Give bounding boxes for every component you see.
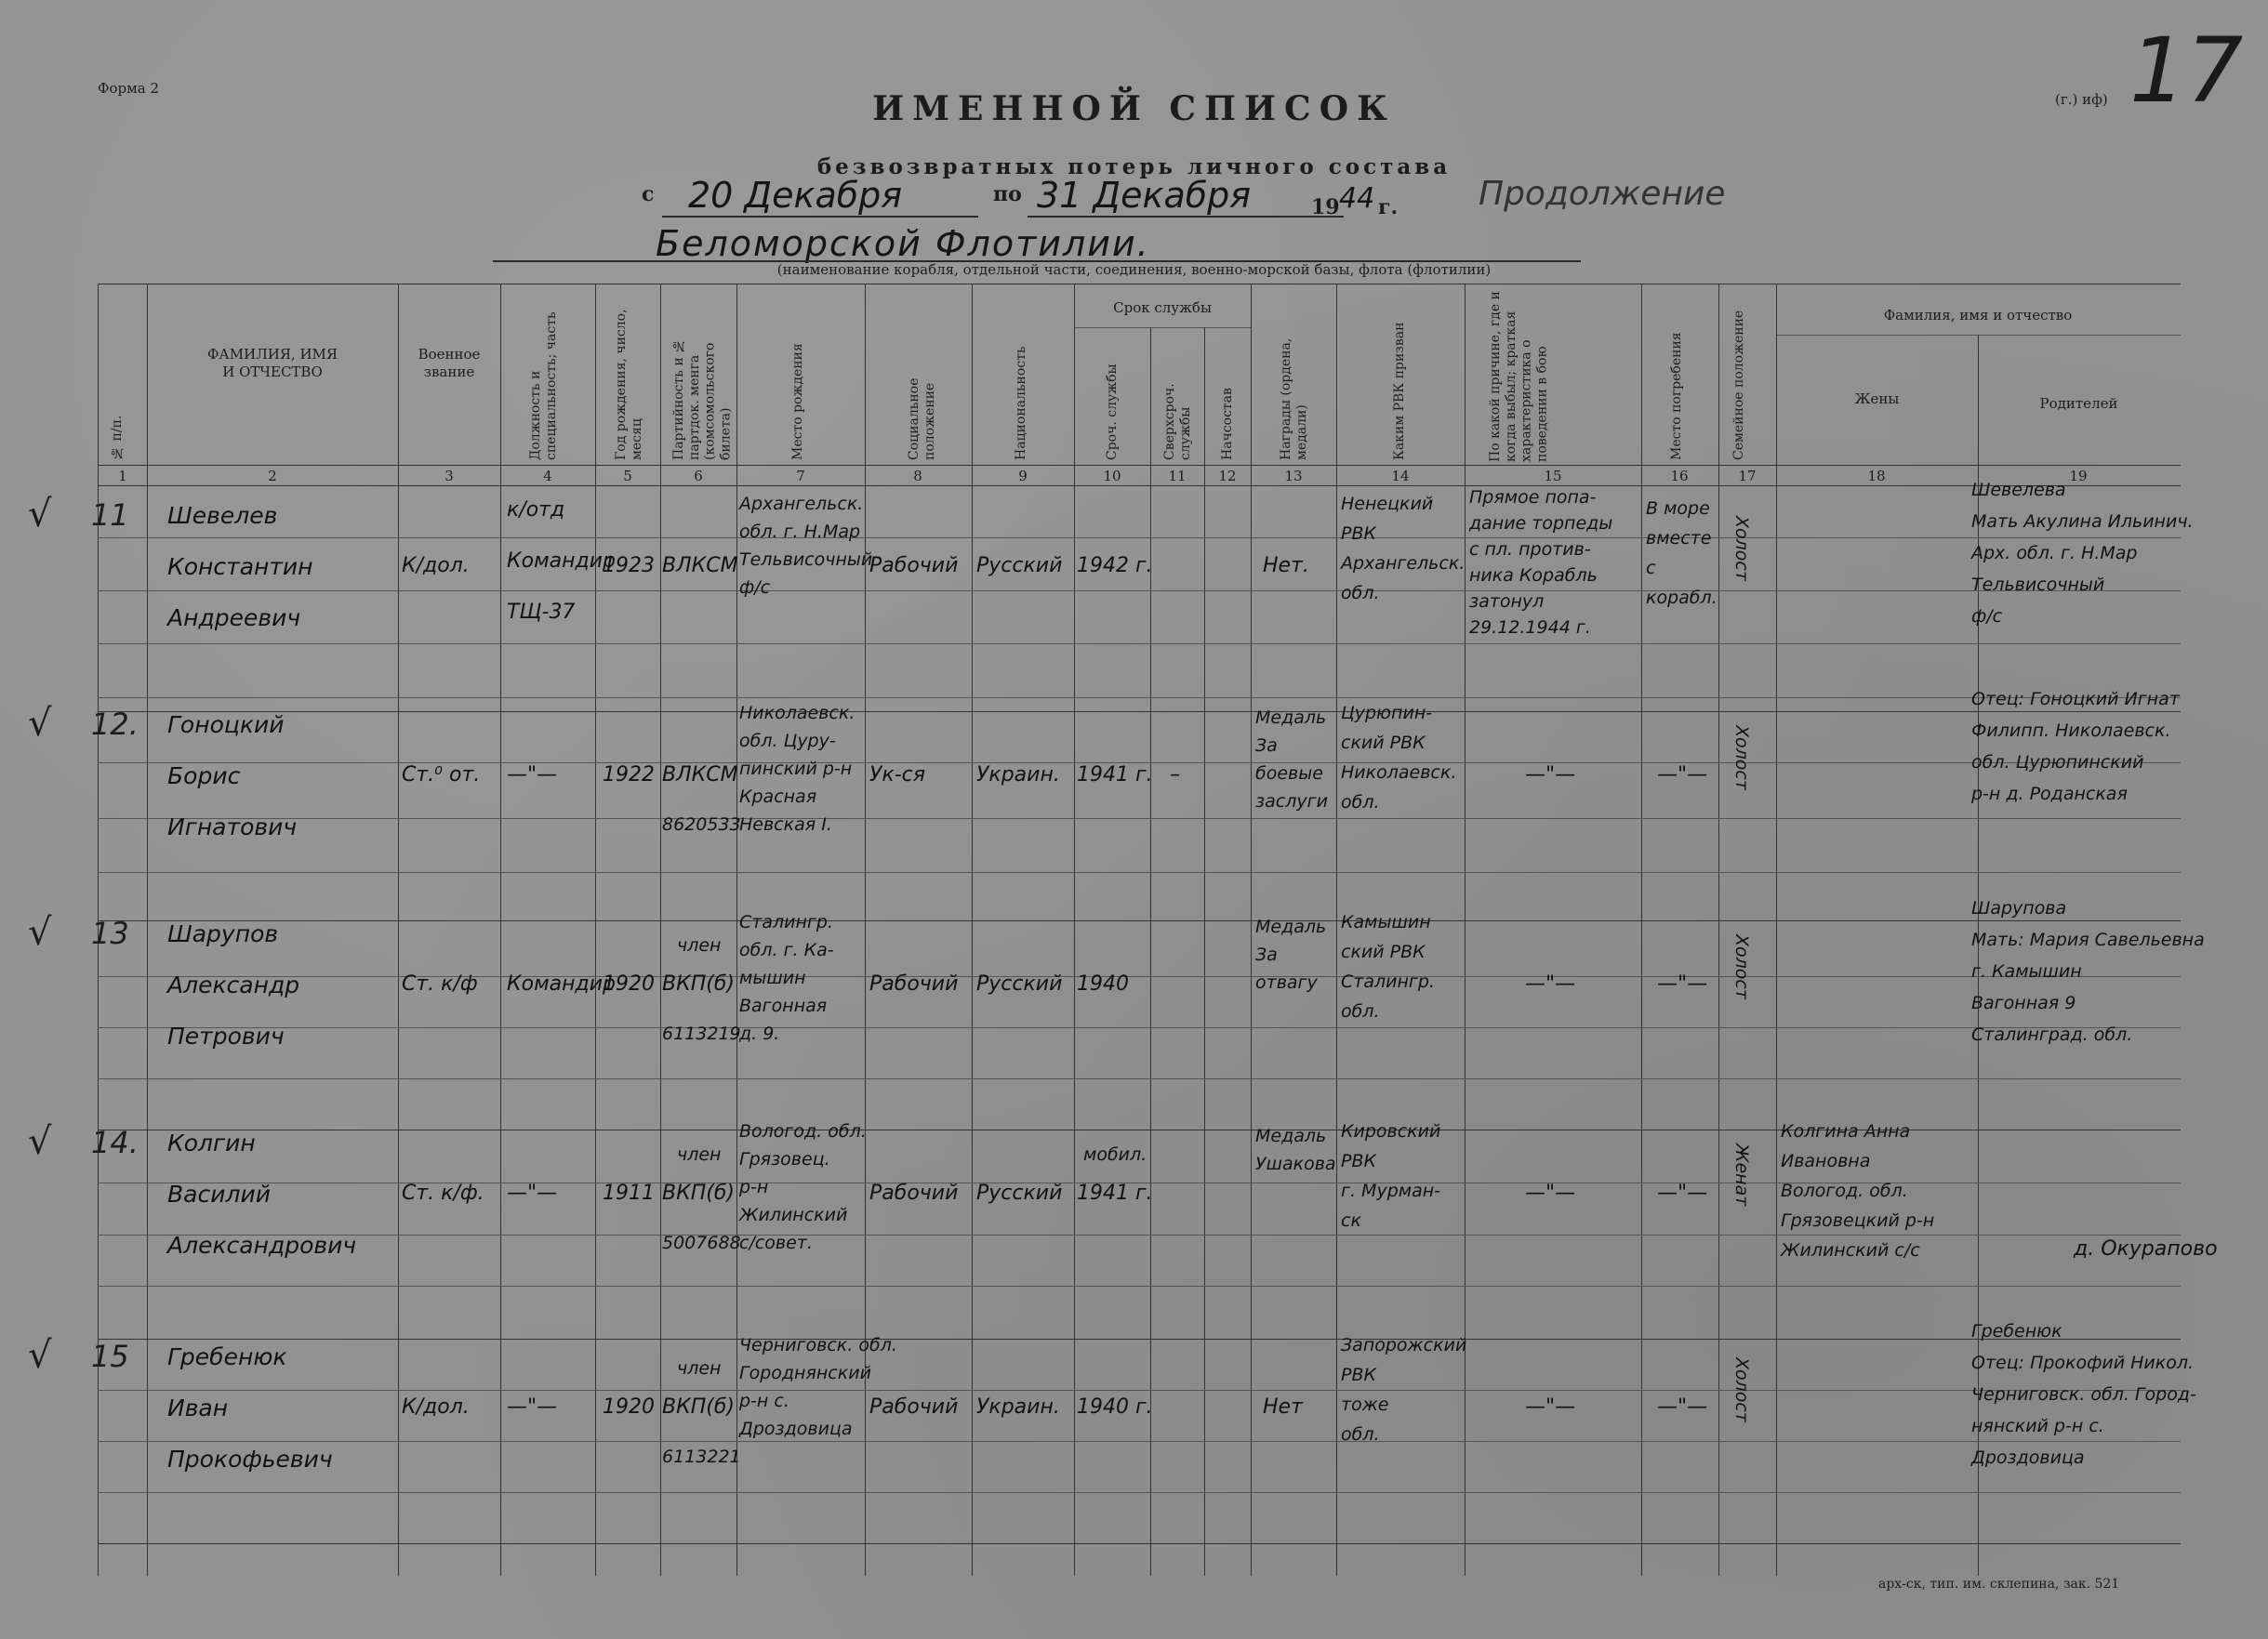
birth-year: 1920 (603, 972, 655, 996)
draft-office-line: ский РВК (1341, 733, 1426, 753)
birthplace-line: Тельвисочный (739, 549, 873, 570)
loss-reason-line: затонул (1469, 591, 1545, 612)
row-number: 11 (91, 497, 129, 533)
awards-line: За (1255, 735, 1278, 756)
row-check-mark: √ (28, 1334, 52, 1377)
military-rank: Ст.⁰ от. (402, 763, 481, 786)
birthplace-line: Архангельск. (739, 494, 864, 514)
row-check-mark: √ (28, 911, 52, 954)
draft-office-line: Запорожский (1341, 1335, 1467, 1355)
col-num-6: 6 (694, 468, 703, 484)
col-num-3: 3 (444, 468, 454, 484)
col-header-17: Семейное положение (1731, 310, 1746, 460)
person-name-line: Игнатович (167, 813, 298, 840)
awards-line: боевые (1255, 763, 1323, 784)
person-name-line: Прокофьевич (167, 1446, 333, 1473)
col-num-16: 16 (1670, 468, 1689, 484)
draft-office-line: Цурюпин- (1341, 703, 1433, 723)
party-membership: член (677, 1144, 722, 1165)
service-term: 1941 г. (1077, 1182, 1153, 1205)
draft-office-line: г. Мурман- (1341, 1181, 1441, 1201)
col-header-11: Сверхсроч. службы (1162, 383, 1193, 460)
burial-place-line: вместе (1646, 528, 1712, 549)
party-membership: член (677, 935, 722, 956)
col-header-7: Место рождения (790, 343, 805, 460)
col-num-5: 5 (623, 468, 632, 484)
col-num-9: 9 (1018, 468, 1028, 484)
period-from-prefix: с (642, 182, 655, 206)
family-status: Холост (1731, 934, 1752, 999)
col-header-15: По какой причине, где и когда выбыл; краткая характеристика о поведении в бою (1488, 291, 1550, 462)
col-num-4: 4 (543, 468, 552, 484)
military-rank: Ст. к/ф (402, 972, 478, 996)
draft-office-line: РВК (1341, 1365, 1376, 1385)
parents-info-line: Шарупова (1971, 898, 2067, 919)
social-status: Ук-ся (869, 763, 925, 786)
military-rank: Ст. к/ф. (402, 1182, 484, 1205)
extended-service: – (1170, 763, 1180, 786)
service-term: 1940 г. (1077, 1395, 1153, 1419)
unit-caption: (наименование корабля, отдельной части, соединения, военно-морской базы, флота (флотилии) (776, 261, 1492, 278)
draft-office-line: ский РВК (1341, 942, 1426, 962)
draft-office-line: РВК (1341, 523, 1376, 544)
col-header-8: Социальное положение (907, 377, 937, 460)
parents-info-line: Филипп. Николаевск. (1971, 720, 2171, 741)
wife-info-line: Ивановна (1781, 1151, 1871, 1171)
loss-reason: —"— (1525, 972, 1576, 996)
position-line: к/отд (507, 498, 565, 522)
position-line: —"— (507, 1395, 558, 1419)
birthplace-line: Красная (739, 786, 817, 807)
wife-info-line: Жилинский с/с (1781, 1240, 1920, 1261)
col-header-14: Каким РВК призван (1392, 322, 1407, 460)
year-prefix: 19 (1311, 195, 1340, 219)
col-header-3: Военное звание (418, 346, 481, 380)
row-check-mark: √ (28, 1120, 52, 1163)
draft-office-line: обл. (1341, 792, 1380, 813)
party-membership: ВКП(б) (662, 972, 735, 996)
code-label: (г.) иф) (2055, 91, 2108, 108)
family-status: Холост (1731, 725, 1752, 790)
party-membership: член (677, 1358, 722, 1379)
col-num-15: 15 (1544, 468, 1562, 484)
birthplace-line: д. 9. (739, 1024, 780, 1044)
draft-office-line: обл. (1341, 1001, 1380, 1022)
birth-year: 1920 (603, 1395, 655, 1419)
service-term: 1942 г. (1077, 554, 1153, 577)
draft-office-line: Ненецкий (1341, 494, 1434, 514)
col-header-16: Место погребения (1669, 332, 1684, 460)
draft-office-line: Камышин (1341, 912, 1431, 932)
birthplace-line: Сталингр. (739, 912, 833, 932)
awards-line: отвагу (1255, 972, 1318, 993)
col-num-14: 14 (1391, 468, 1410, 484)
burial-place: —"— (1657, 763, 1708, 786)
burial-place: —"— (1657, 972, 1708, 996)
birth-year: 1922 (603, 763, 655, 786)
parents-info-line: Шевелева (1971, 480, 2066, 500)
col-header-1: № п/п. (110, 415, 125, 460)
position-line: —"— (507, 1182, 558, 1205)
social-status: Рабочий (869, 1395, 959, 1419)
position-line: Командир (507, 972, 617, 996)
row-number: 14. (91, 1125, 139, 1160)
awards-line: Медаль (1255, 1126, 1327, 1146)
period-mid: по (993, 182, 1022, 206)
draft-office-line: обл. (1341, 1424, 1380, 1445)
burial-place-line: корабл. (1646, 588, 1718, 608)
loss-reason-line: дание торпеды (1469, 513, 1613, 534)
row-number: 12. (91, 707, 139, 742)
awards-line: заслуги (1255, 791, 1328, 812)
col-num-2: 2 (268, 468, 277, 484)
col-num-18: 18 (1867, 468, 1886, 484)
birth-year: 1923 (603, 554, 655, 577)
birthplace-line: Николаевск. (739, 703, 855, 723)
parents-info-line: Дроздовица (1971, 1447, 2085, 1468)
person-name-line: Александрович (167, 1232, 357, 1259)
awards: Нет. (1263, 554, 1309, 577)
wife-info-line: Колгина Анна (1781, 1121, 1911, 1142)
person-name-line: Константин (167, 553, 313, 580)
burial-place-line: с (1646, 558, 1656, 578)
col-num-10: 10 (1103, 468, 1121, 484)
period-from: 20 Декабря (688, 175, 903, 216)
person-name-line: Андреевич (167, 604, 301, 631)
sheet-number: 17 (2129, 19, 2244, 123)
birthplace-line: р-н с. (739, 1391, 789, 1411)
person-name-line: Гоноцкий (167, 711, 285, 738)
person-name-line: Александр (167, 972, 300, 998)
service-term: 1941 г. (1077, 763, 1153, 786)
person-name-line: Гребенюк (167, 1343, 287, 1370)
awards-line: Медаль (1255, 917, 1327, 937)
birthplace-line: пинский р-н (739, 759, 853, 779)
parents-info-line: г. Камышин (1971, 961, 2082, 982)
year-handwritten: 44 (1339, 182, 1375, 215)
loss-reason: —"— (1525, 763, 1576, 786)
parents-info-line: Вагонная 9 (1971, 993, 2076, 1013)
birthplace-line: Грязовец. (739, 1149, 830, 1170)
continuation-note: Продолжение (1479, 175, 1726, 213)
parents-info-line: р-н д. Роданская (1971, 784, 2128, 804)
parents-info-line: нянский р-н с. (1971, 1416, 2104, 1436)
col-header-13: Награды (ордена, медали) (1279, 337, 1309, 460)
parents-info-line: Мать: Мария Савельевна (1971, 930, 2205, 950)
draft-office-line: ск (1341, 1210, 1361, 1231)
person-name-line: Иван (167, 1394, 229, 1421)
draft-office-line: Архангельск. (1341, 553, 1466, 574)
party-membership: ВЛКСМ (662, 763, 738, 786)
social-status: Рабочий (869, 554, 959, 577)
family-status: Женат (1731, 1143, 1752, 1207)
awards-line: Ушакова (1255, 1154, 1336, 1174)
row-number: 13 (91, 916, 129, 951)
col-header-10: Сроч. службы (1105, 363, 1120, 460)
form-number: Форма 2 (98, 80, 160, 97)
row-number: 15 (91, 1339, 129, 1374)
party-card-number: 5007688 (662, 1233, 741, 1253)
loss-reason-line: с пл. против- (1469, 539, 1591, 560)
birthplace-line: р-н (739, 1177, 769, 1197)
birthplace-line: Черниговск. обл. (739, 1335, 897, 1355)
parents-info-line: Сталинград. обл. (1971, 1024, 2133, 1045)
social-status: Рабочий (869, 1182, 959, 1205)
birth-year: 1911 (603, 1182, 655, 1205)
col-num-1: 1 (118, 468, 127, 484)
loss-reason-line: Прямое попа- (1469, 487, 1597, 508)
birthplace-line: с/совет. (739, 1233, 813, 1253)
awards-line: За (1255, 945, 1278, 965)
draft-office-line: Сталингр. (1341, 972, 1435, 992)
draft-office-line: Кировский (1341, 1121, 1441, 1142)
person-name-line: Колгин (167, 1130, 256, 1157)
birthplace-line: мышин (739, 968, 806, 988)
party-card-number: 8620533 (662, 814, 741, 835)
birthplace-line: обл. г. Ка- (739, 940, 834, 960)
birthplace-line: Невская I. (739, 814, 832, 835)
position-line: —"— (507, 763, 558, 786)
military-rank: К/дол. (402, 554, 470, 577)
person-name-line: Шевелев (167, 502, 278, 529)
parents-info-line: Гребенюк (1971, 1321, 2062, 1342)
birthplace-line: обл. г. Н.Мар (739, 522, 861, 542)
col-num-7: 7 (796, 468, 805, 484)
parents-info: д. Окурапово (2074, 1237, 2218, 1261)
loss-reason-line: ника Корабль (1469, 565, 1598, 586)
party-membership: ВЛКСМ (662, 554, 738, 577)
parents-info-line: Отец: Гоноцкий Игнат (1971, 689, 2180, 709)
position-line: ТЩ-37 (507, 601, 576, 624)
awards: Нет (1263, 1395, 1303, 1419)
col-header-2: ФАМИЛИЯ, ИМЯ И ОТЧЕСТВО (206, 346, 338, 380)
military-rank: К/дол. (402, 1395, 470, 1419)
col-header-service-group: Срок службы (1113, 299, 1212, 316)
awards-line: Медаль (1255, 707, 1327, 728)
loss-reason-line: 29.12.1944 г. (1469, 617, 1591, 638)
draft-office-line: обл. (1341, 583, 1380, 603)
parents-info-line: Черниговск. обл. Город- (1971, 1384, 2196, 1405)
party-membership: ВКП(б) (662, 1182, 735, 1205)
col-header-19: Родителей (2039, 395, 2118, 412)
birthplace-line: Дроздовица (739, 1419, 853, 1439)
parents-info-line: обл. Цурюпинский (1971, 752, 2144, 773)
col-num-13: 13 (1284, 468, 1303, 484)
parents-info-line: Арх. обл. г. Н.Мар (1971, 543, 2138, 563)
nationality: Украин. (976, 763, 1060, 786)
document-title: ИМЕННОЙ СПИСОК (872, 89, 1396, 128)
col-header-12: Начсостав (1220, 388, 1235, 460)
wife-info-line: Грязовецкий р-н (1781, 1210, 1935, 1231)
col-header-family-group: Фамилия, имя и отчество (1883, 307, 2073, 324)
birthplace-line: обл. Цуру- (739, 731, 836, 751)
col-num-8: 8 (913, 468, 922, 484)
person-name-line: Шарупов (167, 920, 279, 947)
burial-place: —"— (1657, 1182, 1708, 1205)
draft-office-line: тоже (1341, 1394, 1389, 1415)
person-name-line: Петрович (167, 1023, 285, 1050)
family-status: Холост (1731, 516, 1752, 581)
birthplace-line: ф/с (739, 577, 771, 598)
loss-reason: —"— (1525, 1395, 1576, 1419)
parents-info-line: Мать Акулина Ильинич. (1971, 511, 2194, 532)
family-status: Холост (1731, 1357, 1752, 1422)
service-term: 1940 (1077, 972, 1129, 996)
birthplace-line: Городнянский (739, 1363, 871, 1383)
burial-place: —"— (1657, 1395, 1708, 1419)
col-header-18: Жены (1854, 390, 1900, 407)
nationality: Русский (976, 1182, 1063, 1205)
unit-name: Беломорской Флотилии. (656, 223, 1150, 264)
col-header-4: Должность и специальность; часть (528, 311, 559, 460)
nationality: Русский (976, 972, 1063, 996)
position-line: Командир (507, 549, 617, 573)
col-header-9: Национальность (1014, 346, 1028, 460)
person-name-line: Борис (167, 762, 241, 789)
service-term-note: мобил. (1083, 1144, 1147, 1165)
birthplace-line: Жилинский (739, 1205, 848, 1225)
col-num-17: 17 (1738, 468, 1757, 484)
party-card-number: 6113219 (662, 1024, 741, 1044)
burial-place-line: В море (1646, 498, 1710, 519)
document-subtitle: безвозвратных потерь личного состава (816, 154, 1452, 179)
col-num-11: 11 (1168, 468, 1187, 484)
col-header-6: Партийность и № партдок. менга (комсомольского билета) (671, 337, 734, 460)
parents-info-line: Отец: Прокофий Никол. (1971, 1353, 2195, 1373)
col-num-12: 12 (1218, 468, 1237, 484)
loss-reason: —"— (1525, 1182, 1576, 1205)
birthplace-line: Вагонная (739, 996, 828, 1016)
year-suffix: г. (1378, 195, 1399, 219)
printer-footer: арх-ск, тип. им. склепина, зак. 521 (1878, 1577, 2120, 1592)
col-num-19: 19 (2069, 468, 2088, 484)
social-status: Рабочий (869, 972, 959, 996)
row-check-mark: √ (28, 493, 52, 535)
party-card-number: 6113221 (662, 1447, 741, 1467)
wife-info-line: Вологод. обл. (1781, 1181, 1908, 1201)
draft-office-line: Николаевск. (1341, 762, 1457, 783)
nationality: Украин. (976, 1395, 1060, 1419)
birthplace-line: Вологод. обл. (739, 1121, 867, 1142)
parents-info-line: Тельвисочный (1971, 575, 2105, 595)
col-header-5: Год рождения, число, месяц (614, 309, 644, 460)
person-name-line: Василий (167, 1181, 271, 1208)
nationality: Русский (976, 554, 1063, 577)
parents-info-line: ф/с (1971, 606, 2003, 627)
period-to: 31 Декабря (1037, 175, 1252, 216)
draft-office-line: РВК (1341, 1151, 1376, 1171)
row-check-mark: √ (28, 702, 52, 745)
party-membership: ВКП(б) (662, 1395, 735, 1419)
